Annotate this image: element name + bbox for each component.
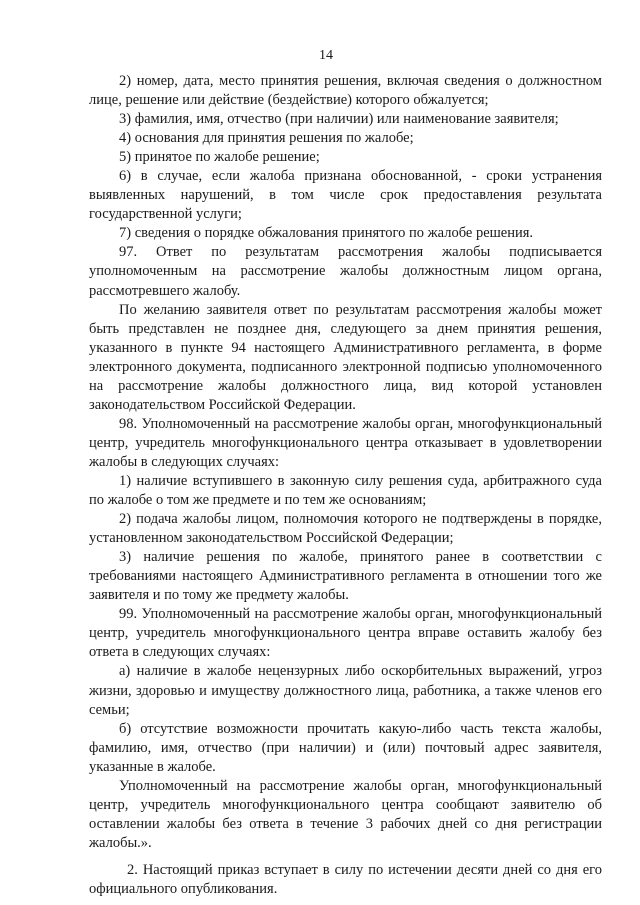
paragraph-item-2: 2) номер, дата, место принятия решения, включая сведения о должностном лице, решение или действие (бездействие) которого обжалуется; bbox=[89, 73, 602, 109]
paragraph-electronic-response: По желанию заявителя ответ по результатам рассмотрения жалобы может быть представлен не позднее дня, следующего за днем принятия решения, указанного в пункте 94 настоящего Административного регламента, в форме электронного документа, подписанного электронной подписью уполномоченного на рассмотрение жалобы должностного лица, вид которой установлен законодательством Российской Федерации. bbox=[89, 301, 602, 413]
paragraph-refusal-1: 1) наличие вступившего в законную силу решения суда, арбитражного суда по жалобе о том же предмете и по тем же основаниям; bbox=[89, 472, 602, 509]
paragraph-case-b: б) отсутствие возможности прочитать какую-либо часть текста жалобы, фамилию, имя, отчество (при наличии) и (или) почтовый адрес заявителя, указанные в жалобе. bbox=[89, 720, 602, 775]
page-number: 14 bbox=[319, 48, 333, 63]
paragraph-item-6: 6) в случае, если жалоба признана обоснованной, - сроки устранения выявленных нарушений, в том числе срок предоставления результата государственной услуги; bbox=[89, 168, 602, 223]
paragraph-item-5: 5) принятое по жалобе решение; bbox=[119, 149, 320, 166]
paragraph-item-7: 7) сведения о порядке обжалования принятого по жалобе решения. bbox=[119, 225, 534, 242]
paragraph-refusal-2: 2) подача жалобы лицом, полномочия которого не подтверждены в порядке, установленном законодательством Российской Федерации; bbox=[89, 511, 602, 547]
document-body bbox=[89, 72, 602, 899]
paragraph-item-3: 3) фамилия, имя, отчество (при наличии) или наименование заявителя; bbox=[119, 111, 559, 128]
paragraph-case-a: а) наличие в жалобе нецензурных либо оскорбительных выражений, угроз жизни, здоровью и имуществу должностного лица, работника, а также членов его семьи; bbox=[89, 663, 602, 718]
paragraph-clause-97: 97. Ответ по результатам рассмотрения жалобы подписывается уполномоченным на рассмотрение жалобы должностным лицом органа, рассмотревшего жалобу. bbox=[89, 244, 602, 299]
paragraph-notification: Уполномоченный на рассмотрение жалобы орган, многофункциональный центр, учредитель многофункционального центра сообщают заявителю об оставлении жалобы без ответа в течение 3 рабочих дней со дня регистрации жалобы.». bbox=[89, 777, 602, 851]
paragraph-order-effective: 2. Настоящий приказ вступает в силу по истечении десяти дней со дня его официального опубликования. bbox=[89, 861, 602, 897]
paragraph-clause-99: 99. Уполномоченный на рассмотрение жалобы орган, многофункциональный центр, учредитель многофункционального центра вправе оставить жалобу без ответа в следующих случаях: bbox=[89, 606, 602, 661]
paragraph-clause-98: 98. Уполномоченный на рассмотрение жалобы орган, многофункциональный центр, учредитель многофункционального центра отказывает в удовлетворении жалобы в следующих случаях: bbox=[89, 415, 602, 470]
paragraph-refusal-3: 3) наличие решения по жалобе, принятого ранее в соответствии с требованиями настоящего Административного регламента в отношении того же заявителя и по тому же предмету жалобы. bbox=[89, 549, 602, 604]
paragraph-item-4: 4) основания для принятия решения по жалобе; bbox=[119, 130, 414, 147]
